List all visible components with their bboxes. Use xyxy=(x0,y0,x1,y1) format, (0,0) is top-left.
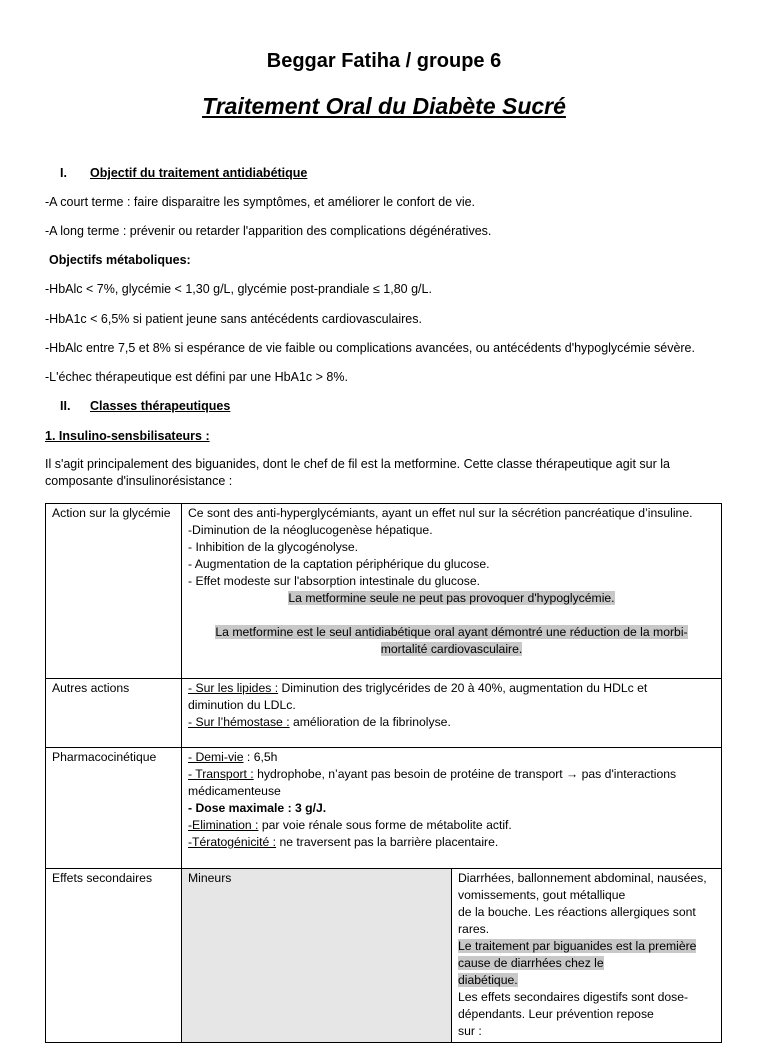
highlight-no-hypoglycemia: La metformine seule ne peut pas provoquer d'hypoglycémie. xyxy=(288,591,615,605)
elimination-text: par voie rénale sous forme de métabolite actif. xyxy=(258,818,512,832)
hemostasis-label: - Sur l’hémostase : xyxy=(188,715,290,729)
metabolic-objective-4: -L'échec thérapeutique est défini par une HbA1c > 8%. xyxy=(45,370,348,384)
intro-line-1: Il s'agit principalement des biguanides, dont le chef de fil est la metformine. Cette classe thérapeutique agit sur la xyxy=(45,457,670,471)
teratogenicity-text: ne traversent pas la barrière placentaire. xyxy=(276,835,499,849)
half-life-label: - Demi-vie xyxy=(188,750,244,764)
transport-label: - Transport : xyxy=(188,767,254,781)
teratogenicity-label: -Tératogénicité : xyxy=(188,835,277,849)
side-effects-line-2: de la bouche. Les réactions allergiques sont rares. xyxy=(458,905,696,936)
side-effects-minor-label: Mineurs xyxy=(182,869,452,1043)
document-title: Traitement Oral du Diabète Sucré xyxy=(202,93,566,119)
row-label-pharmacokinetics: Pharmacocinétique xyxy=(46,748,182,869)
hemostasis-text: amélioration de la fibrinolyse. xyxy=(289,715,451,729)
half-life-text: : 6,5h xyxy=(243,750,278,764)
subsection-1-title: 1. Insulino-sensbilisateurs : xyxy=(45,429,210,443)
section-2-number: II. xyxy=(60,399,71,413)
metabolic-objectives-title: Objectifs métaboliques: xyxy=(49,253,191,267)
row-content-other-actions xyxy=(182,679,722,748)
metformin-table xyxy=(45,503,722,1043)
intro-line-2: composante d'insulinorésistance : xyxy=(45,474,233,488)
side-effects-line-1: Diarrhées, ballonnement abdominal, nausées, vomissements, gout métallique xyxy=(458,871,707,902)
section-2-title: Classes thérapeutiques xyxy=(90,399,231,413)
lipids-text: Diminution des triglycérides de 20 à 40%, augmentation du HDLc et xyxy=(278,681,648,695)
action-line-4: - Augmentation de la captation périphérique du glucose. xyxy=(188,557,490,571)
transport-text-2: médicamenteuse xyxy=(188,784,281,798)
metabolic-objective-2: -HbA1c < 6,5% si patient jeune sans antécédents cardiovasculaires. xyxy=(45,312,422,326)
side-effects-line-4: sur : xyxy=(458,1024,482,1038)
lipids-text-2: diminution du LDLc. xyxy=(188,698,296,712)
table-row xyxy=(46,504,722,679)
row-label-action: Action sur la glycémie xyxy=(46,504,182,679)
row-content-action xyxy=(182,504,722,679)
side-effects-highlight: Le traitement par biguanides est la première cause de diarrhées chez le diabétique. xyxy=(458,939,697,987)
action-line-3: - Inhibition de la glycogénolyse. xyxy=(188,540,359,554)
section-2-heading xyxy=(60,399,230,413)
section-1-number: I. xyxy=(60,166,67,180)
side-effects-line-3: Les effets secondaires digestifs sont dose-dépendants. Leur prévention repose xyxy=(458,990,689,1021)
table-row xyxy=(46,748,722,869)
section-1-title: Objectif du traitement antidiabétique xyxy=(90,166,308,180)
action-line-1: Ce sont des anti-hyperglycémiants, ayant un effet nul sur la sécrétion pancréatique d’insuline. xyxy=(188,506,693,520)
author-line: Beggar Fatiha / groupe 6 xyxy=(266,50,502,72)
objective-short-term: -A court terme : faire disparaitre les symptômes, et améliorer le confort de vie. xyxy=(45,195,476,209)
table-row xyxy=(46,679,722,748)
subsection-1-intro xyxy=(45,456,670,490)
highlight-cardiovascular: La metformine est le seul antidiabétique oral ayant démontré une réduction de la morbi- mortalité cardiovasculaire. xyxy=(215,625,688,656)
max-dose: - Dose maximale : 3 g/J. xyxy=(188,801,327,815)
action-line-2: -Diminution de la néoglucogenèse hépatique. xyxy=(188,523,433,537)
section-1-heading xyxy=(60,166,307,180)
metabolic-objective-1: -HbAlc < 7%, glycémie < 1,30 g/L, glycémie post-prandiale ≤ 1,80 g/L. xyxy=(45,282,432,296)
transport-text: hydrophobe, n’ayant pas besoin de protéine de transport → pas d'interactions xyxy=(253,767,677,781)
metabolic-objective-3: -HbAlc entre 7,5 et 8% si espérance de vie faible ou complications avancées, ou antécédents d'hypoglycémie sévère. xyxy=(45,341,695,355)
row-label-side-effects: Effets secondaires xyxy=(46,869,182,1043)
row-label-other-actions: Autres actions xyxy=(46,679,182,748)
lipids-label: - Sur les lipides : xyxy=(188,681,279,695)
elimination-label: -Elimination : xyxy=(188,818,259,832)
row-content-side-effects xyxy=(452,869,722,1043)
action-line-5: - Effet modeste sur l'absorption intestinale du glucose. xyxy=(188,574,481,588)
table-row xyxy=(46,869,722,1043)
objective-long-term: -A long terme : prévenir ou retarder l'apparition des complications dégénératives. xyxy=(45,224,492,238)
row-content-pharmacokinetics xyxy=(182,748,722,869)
